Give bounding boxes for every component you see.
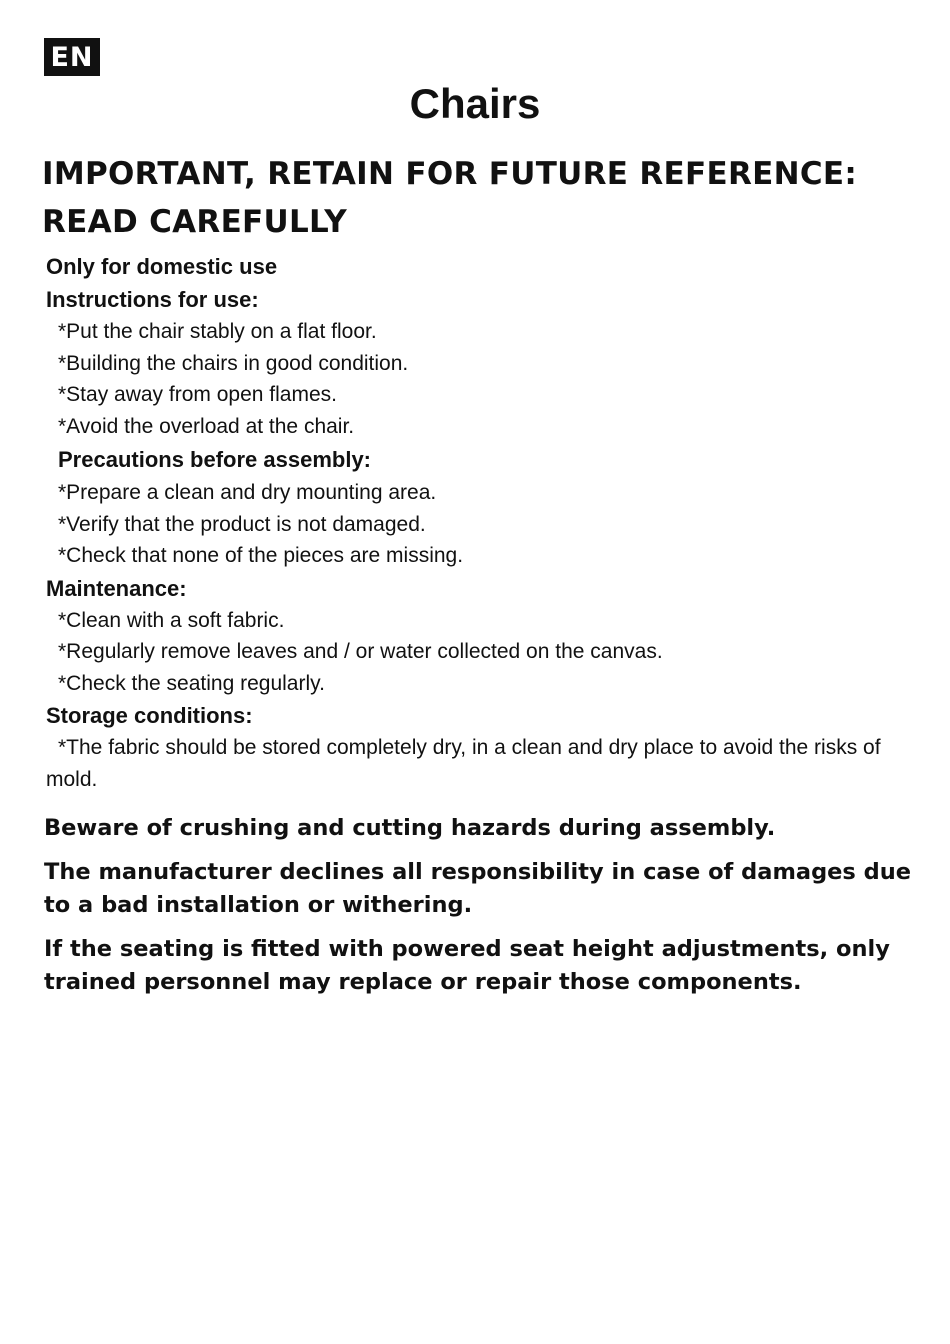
- warning-crushing: Beware of crushing and cutting hazards during assembly.: [44, 815, 776, 841]
- list-item: *Verify that the product is not damaged.: [58, 512, 426, 536]
- list-item: *Avoid the overload at the chair.: [58, 414, 355, 438]
- page-title: Chairs: [409, 80, 541, 127]
- precautions-heading: Precautions before assembly:: [58, 447, 372, 472]
- list-item: *Stay away from open flames.: [58, 383, 337, 406]
- instructions-heading: Instructions for use:: [46, 287, 259, 312]
- list-item: *Put the chair stably on a flat floor.: [58, 320, 377, 343]
- list-item: *Regularly remove leaves and / or water collected on the canvas.: [58, 640, 663, 663]
- list-item: *Prepare a clean and dry mounting area.: [58, 481, 437, 504]
- list-item: *Clean with a soft fabric.: [58, 608, 285, 632]
- warning-powered-adjustments: If the seating is fitted with powered seat height adjustments, only trained personnel may replace or repair those components.: [44, 936, 890, 995]
- list-item: *Building the chairs in good condition.: [58, 351, 409, 375]
- list-item: *Check that none of the pieces are missing.: [58, 544, 464, 567]
- language-badge: EN: [44, 38, 100, 76]
- warning-liability: The manufacturer declines all responsibility in case of damages due to a bad installation or withering.: [44, 859, 912, 918]
- instructions-body: [46, 250, 921, 795]
- list-item: *Check the seating regularly.: [58, 671, 325, 695]
- important-notice: IMPORTANT, RETAIN FOR FUTURE REFERENCE: READ CAREFULLY: [42, 156, 858, 240]
- warnings-section: [44, 812, 914, 1010]
- maintenance-heading: Maintenance:: [46, 575, 187, 601]
- domestic-use-heading: Only for domestic use: [46, 254, 278, 279]
- storage-text: *The fabric should be stored completely dry, in a clean and dry place to avoid the risks of mold.: [46, 736, 881, 791]
- storage-heading: Storage conditions:: [46, 703, 253, 728]
